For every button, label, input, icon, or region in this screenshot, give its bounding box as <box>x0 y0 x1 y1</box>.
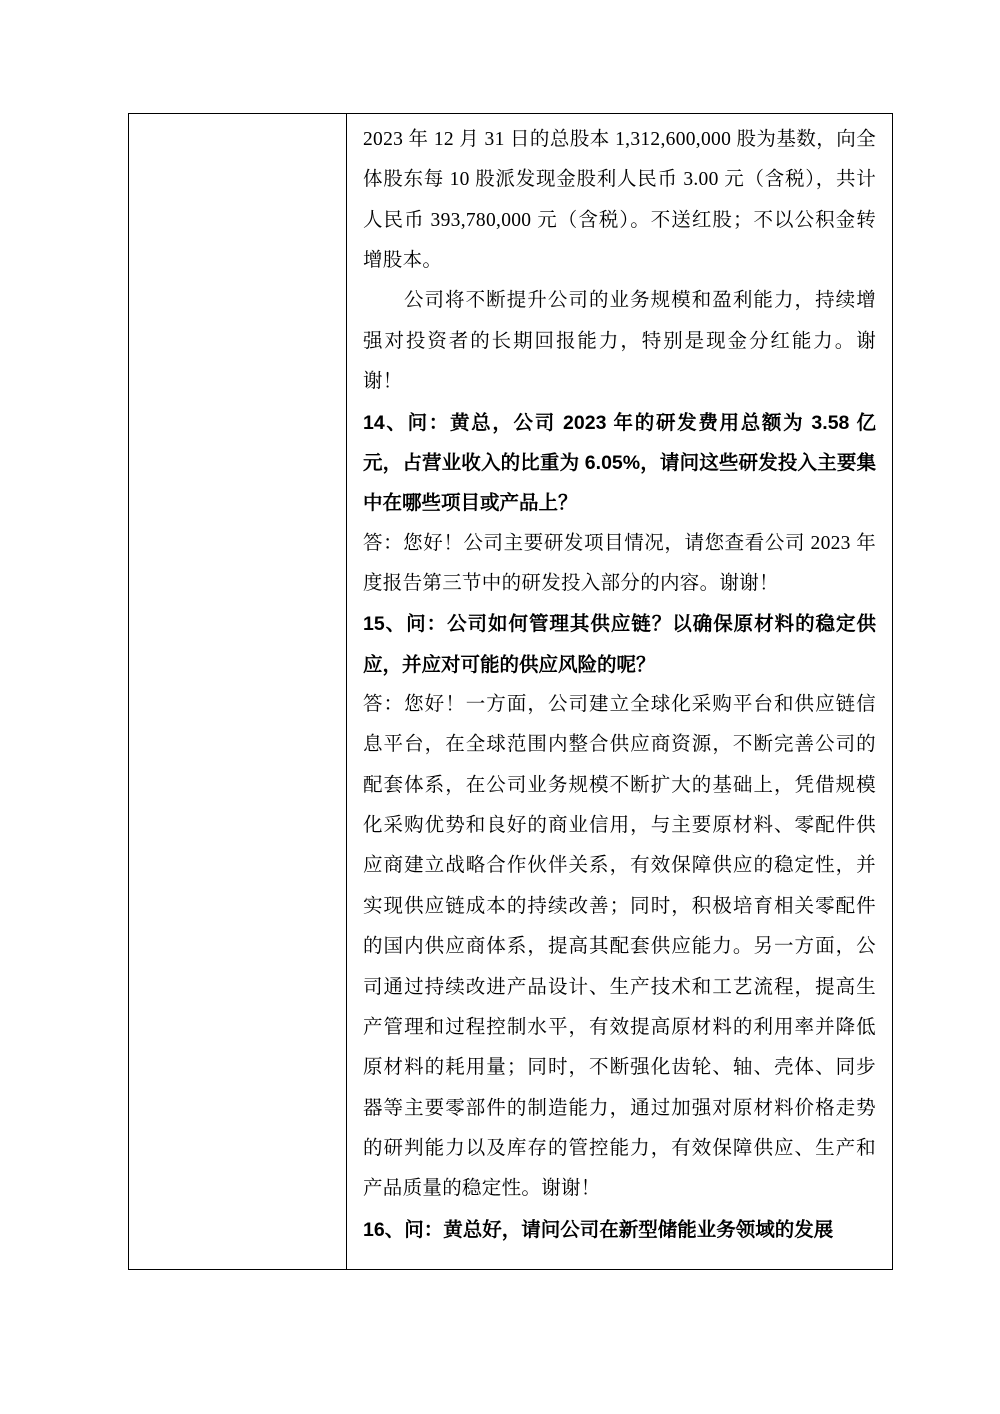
qa-content <box>363 120 876 1250</box>
table-row <box>129 114 893 1270</box>
question-15: 15、问：公司如何管理其供应链？以确保原材料的稳定供应，并应对可能的供应风险的呢？ <box>363 613 876 676</box>
paragraph-dividend-basis: 2023 年 12 月 31 日的总股本 1,312,600,000 股为基数，向全体股东每 10 股派发现金股利人民币 3.00 元（含税），共计人民币 393,780,000 元（含税）。不送红股；不以公积金转增股本。 <box>363 129 876 272</box>
table-cell-left <box>129 114 347 1270</box>
answer-14: 答：您好！公司主要研发项目情况，请您查看公司 2023 年度报告第三节中的研发投入部分的内容。谢谢！ <box>363 532 876 594</box>
table-cell-right <box>347 114 893 1270</box>
question-14: 14、问：黄总，公司 2023 年的研发费用总额为 3.58 亿元，占营业收入的比重为 6.05%，请问这些研发投入主要集中在哪些项目或产品上？ <box>363 411 876 515</box>
qa-table <box>128 113 893 1270</box>
left-cell-content <box>129 114 346 1269</box>
question-16: 16、问：黄总好，请问公司在新型储能业务领域的发展 <box>363 1218 834 1241</box>
answer-15: 答：您好！一方面，公司建立全球化采购平台和供应链信息平台，在全球范围内整合供应商资源，不断完善公司的配套体系，在公司业务规模不断扩大的基础上，凭借规模化采购优势和良好的商业信用，与主要原材料、零配件供应商建立战略合作伙伴关系，有效保障供应的稳定性，并实现供应链成本的持续改善；同时，积极培育相关零配件的国内供应商体系，提高其配套供应能力。另一方面，公司通过持续改进产品设计、生产技术和工艺流程，提高生产管理和过程控制水平，有效提高原材料的利用率并降低原材料的耗用量；同时，不断强化齿轮、轴、壳体、同步器等主要零部件的制造能力，通过加强对原材料价格走势的研判能力以及库存的管控能力，有效保障供应、生产和产品质量的稳定性。谢谢！ <box>363 694 876 1200</box>
paragraph-company-outlook: 公司将不断提升公司的业务规模和盈利能力，持续增强对投资者的长期回报能力，特别是现金分红能力。谢谢！ <box>363 290 876 393</box>
